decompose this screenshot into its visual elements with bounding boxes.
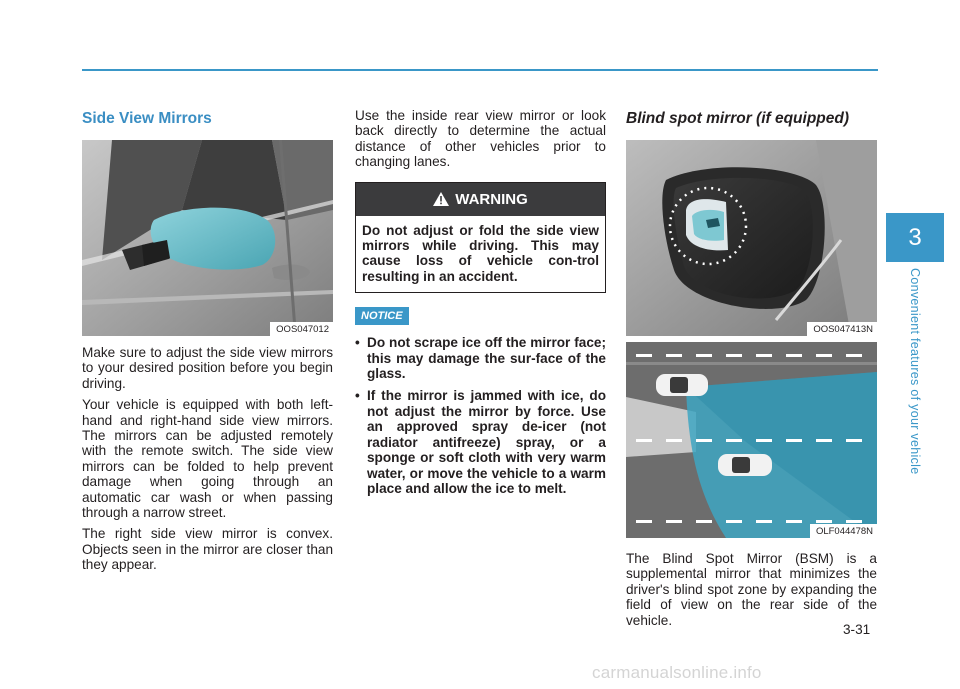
blind-spot-zone-illustration: [626, 342, 877, 538]
figure-code: OLF044478N: [810, 524, 877, 538]
paragraph: The Blind Spot Mirror (BSM) is a supplemental mirror that minimizes the driver's blind spot zone by expanding the field of view on the rear side of the vehicle.: [626, 551, 877, 628]
chapter-title: Convenient features of your vehicle: [908, 268, 922, 475]
figure-blind-spot-zone: [626, 342, 877, 538]
paragraph: The right side view mirror is convex. Objects seen in the mirror are closer than they appear.: [82, 526, 333, 573]
notice-list: [355, 335, 606, 496]
paragraph: Your vehicle is equipped with both left-hand and right-hand side view mirrors. The mirrors can be adjusted remotely with the remote switch. The side view mirrors can be folded to help prevent damage when going through an automatic car wash or when passing through a narrow street.: [82, 397, 333, 521]
column-side-view-mirrors: [82, 108, 333, 579]
warning-triangle-icon: [433, 192, 449, 206]
warning-text: Do not adjust or fold the side view mirrors while driving. This may cause loss of vehicle con-trol resulting in an accident.: [362, 222, 599, 284]
column-mirror-usage: [355, 108, 606, 503]
column-blind-spot-mirror: [626, 108, 877, 634]
notice-item: • Do not scrape ice off the mirror face; this may damage the sur-face of the glass.: [355, 335, 606, 381]
warning-header: [356, 183, 605, 216]
chapter-number-tab: 3: [886, 213, 944, 262]
section-subtitle: Blind spot mirror (if equipped): [626, 110, 850, 127]
notice-label: NOTICE: [355, 307, 409, 325]
notice-item: • If the mirror is jammed with ice, do not adjust the mirror by force. Use an approved spray de-icer (not radiator antifreeze) spray, or a sponge or soft cloth with very warm water, or move the vehicle to a warm place and allow the ice to melt.: [355, 388, 606, 496]
top-rule: [82, 69, 878, 71]
figure-code: OOS047413N: [807, 322, 877, 336]
watermark: carmanualsonline.info: [592, 663, 762, 682]
section-title: Side View Mirrors: [82, 110, 212, 127]
warning-box: [355, 182, 606, 294]
blind-spot-mirror-illustration: [626, 140, 877, 336]
page-number: 3-31: [843, 622, 871, 637]
figure-code: OOS047012: [270, 322, 333, 336]
figure-blind-spot-mirror: [626, 140, 877, 336]
intro-paragraph: Use the inside rear view mirror or look back directly to determine the actual distance of other vehicles prior to changing lanes.: [355, 108, 606, 170]
warning-label: WARNING: [455, 190, 528, 208]
figure-side-mirror: [82, 140, 333, 336]
paragraph: Make sure to adjust the side view mirrors to your desired position before you begin driving.: [82, 345, 333, 391]
side-mirror-illustration: [82, 140, 333, 336]
